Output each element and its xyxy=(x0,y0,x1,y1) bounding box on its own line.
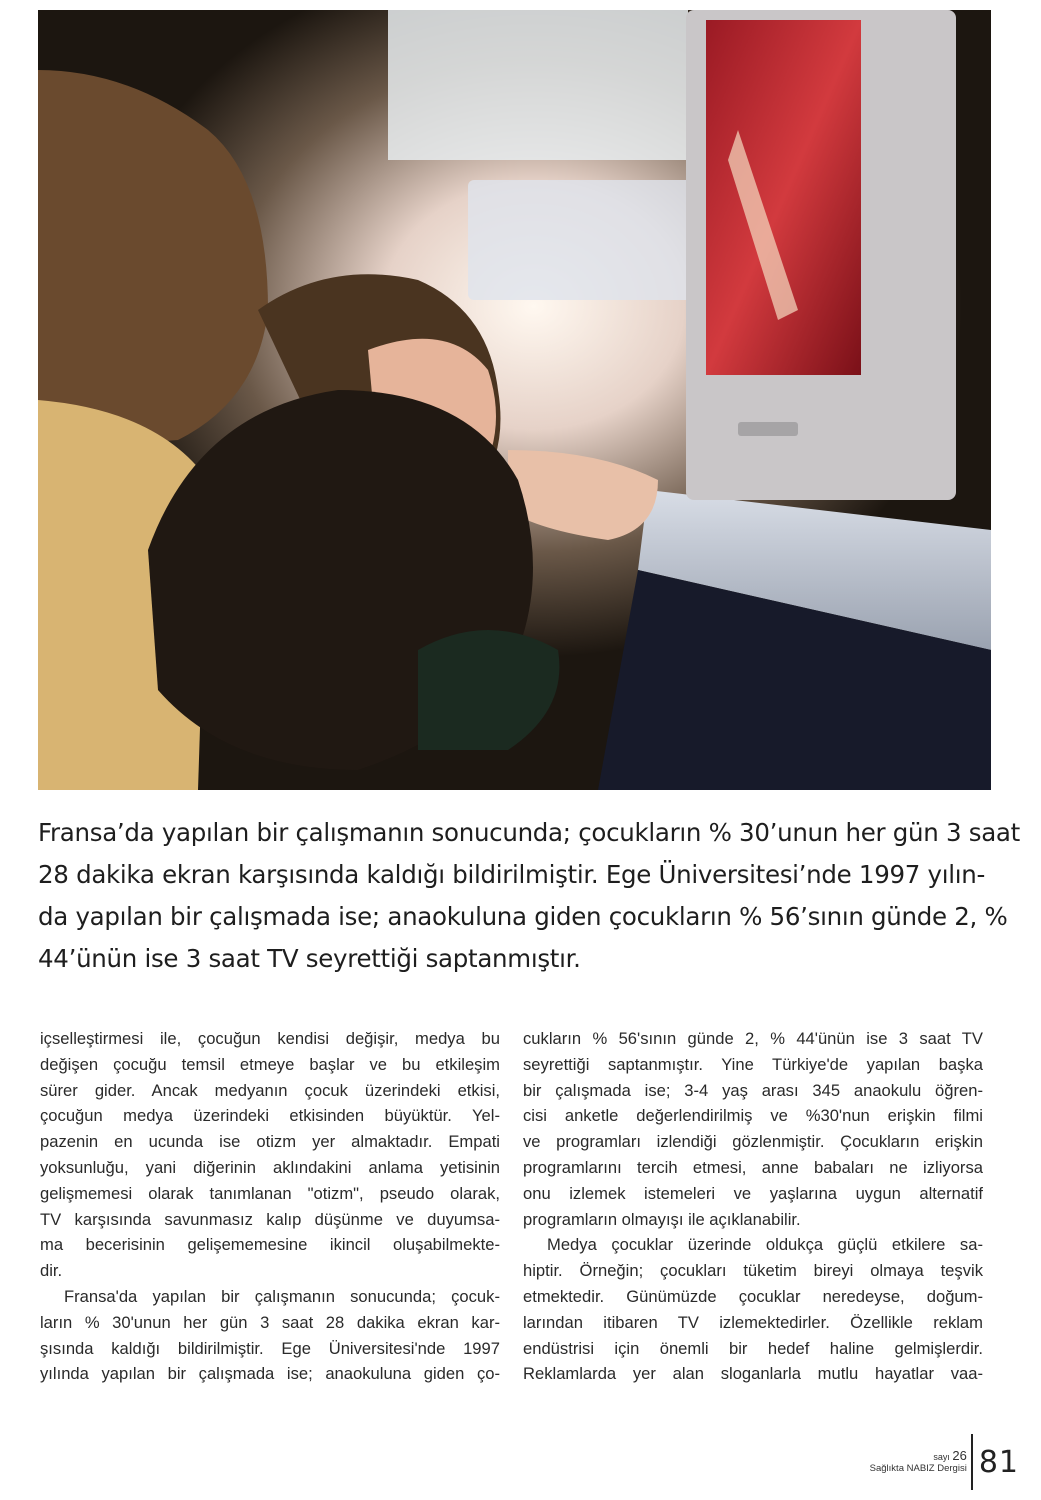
body-text-line: Medya çocuklar üzerinde oldukça güçlü etkilere sa- xyxy=(547,1235,983,1255)
pull-quote-line: 44’ünün ise 3 saat TV seyrettiği saptanmıştır. xyxy=(38,944,581,973)
body-text-line: endüstrisi için önemli bir hedef haline gelmişlerdir. xyxy=(523,1338,983,1358)
body-text-line: dir. xyxy=(40,1261,63,1281)
body-text-line: Fransa'da yapılan bir çalışmanın sonucunda; çocuk- xyxy=(64,1286,500,1306)
body-text-line: pazenin en ucunda ise otizm yer almaktadır. Empati xyxy=(40,1132,500,1152)
page-folio xyxy=(870,1432,1019,1492)
pull-quote-line: 28 dakika ekran karşısında kaldığı bildirilmiştir. Ege Üniversitesi’nde 1997 yılın- xyxy=(38,860,986,889)
photo-children-watching-tv-icon xyxy=(38,10,991,790)
body-column-left xyxy=(40,1026,500,1387)
body-text-line: şısında kaldığı bildirilmiştir. Ege Üniversitesi'nde 1997 xyxy=(40,1338,500,1358)
magazine-name: Sağlıkta NABIZ Dergisi xyxy=(869,1463,967,1474)
body-text-line: yılında yapılan bir çalışmada ise; anaokuluna giden ço- xyxy=(40,1364,500,1384)
pull-quote xyxy=(38,812,1020,980)
issue-number: 26 xyxy=(952,1448,967,1463)
body-text-line: değişen çocuğu temsil etmeye başlar ve bu etkileşim xyxy=(40,1054,500,1074)
body-text-line: çocuğun medya üzerindeki etkisinden büyüktür. Yel- xyxy=(40,1106,500,1126)
issue-label: sayı xyxy=(933,1452,950,1462)
folio-divider xyxy=(971,1434,973,1490)
body-text-line: bir çalışmada ise; 3-4 yaş arası 345 anaokulu öğren- xyxy=(523,1080,983,1100)
body-text-line: programlarını tercih etmesi, anne babaları ne izliyorsa xyxy=(523,1157,983,1177)
body-text-line: Reklamlarda yer alan sloganlarla mutlu hayatlar vaa- xyxy=(523,1364,983,1384)
body-text-line: etmektedir. Günümüzde çocuklar neredeyse, doğum- xyxy=(523,1286,983,1306)
body-column-right xyxy=(523,1026,983,1387)
pull-quote-line: Fransa’da yapılan bir çalışmanın sonucunda; çocukların % 30’unun her gün 3 saat xyxy=(38,818,1020,847)
body-text-line: TV karşısında savunmasız kalıp düşünme ve duyumsa- xyxy=(40,1209,500,1229)
body-text-line: içselleştirmesi ile, çocuğun kendisi değişir, medya bu xyxy=(40,1029,500,1048)
body-text-line: sürer gider. Ancak medyanın çocuk üzerindeki etkisi, xyxy=(40,1080,500,1100)
article-photo xyxy=(38,10,991,790)
issue-info xyxy=(870,1450,971,1474)
body-text-line: yoksunluğu, yani diğerinin aklındakini anlama yetisinin xyxy=(40,1157,500,1177)
body-text-line: hiptir. Örneğin; çocukları tüketim bireyi olmaya teşvik xyxy=(523,1261,983,1281)
body-text-line: ma becerisinin gelişememesine ikincil oluşabilmekte- xyxy=(40,1235,500,1255)
body-text-line: cukların % 56'sının günde 2, % 44'ünün ise 3 saat TV xyxy=(523,1029,983,1048)
body-text-line: ların % 30'unun her gün 3 saat 28 dakika ekran kar- xyxy=(40,1312,500,1332)
body-text-line: programların olmayışı ile açıklanabilir. xyxy=(523,1209,801,1229)
body-text-line: onu izlemek istemeleri ve yaşlarına uygun alternatif xyxy=(523,1183,983,1203)
issue-label-line xyxy=(870,1450,967,1463)
body-text-line: ve programları izlendiği gözlenmiştir. Çocukların erişkin xyxy=(523,1132,983,1152)
body-text-line: seyrettiği saptanmıştır. Yine Türkiye'de yapılan başka xyxy=(523,1054,983,1074)
page-number: 81 xyxy=(978,1444,1019,1480)
body-text-line: larından itibaren TV izlemektedirler. Özellikle reklam xyxy=(523,1312,983,1332)
pull-quote-line: da yapılan bir çalışmada ise; anaokuluna giden çocukların % 56’sının günde 2, % xyxy=(38,902,1008,931)
body-text-line: cisi anketle değerlendirilmiş ve %30'nun erişkin filmi xyxy=(523,1106,983,1126)
body-text-line: gelişmemesi olarak tanımlanan "otizm", pseudo olarak, xyxy=(40,1183,500,1203)
